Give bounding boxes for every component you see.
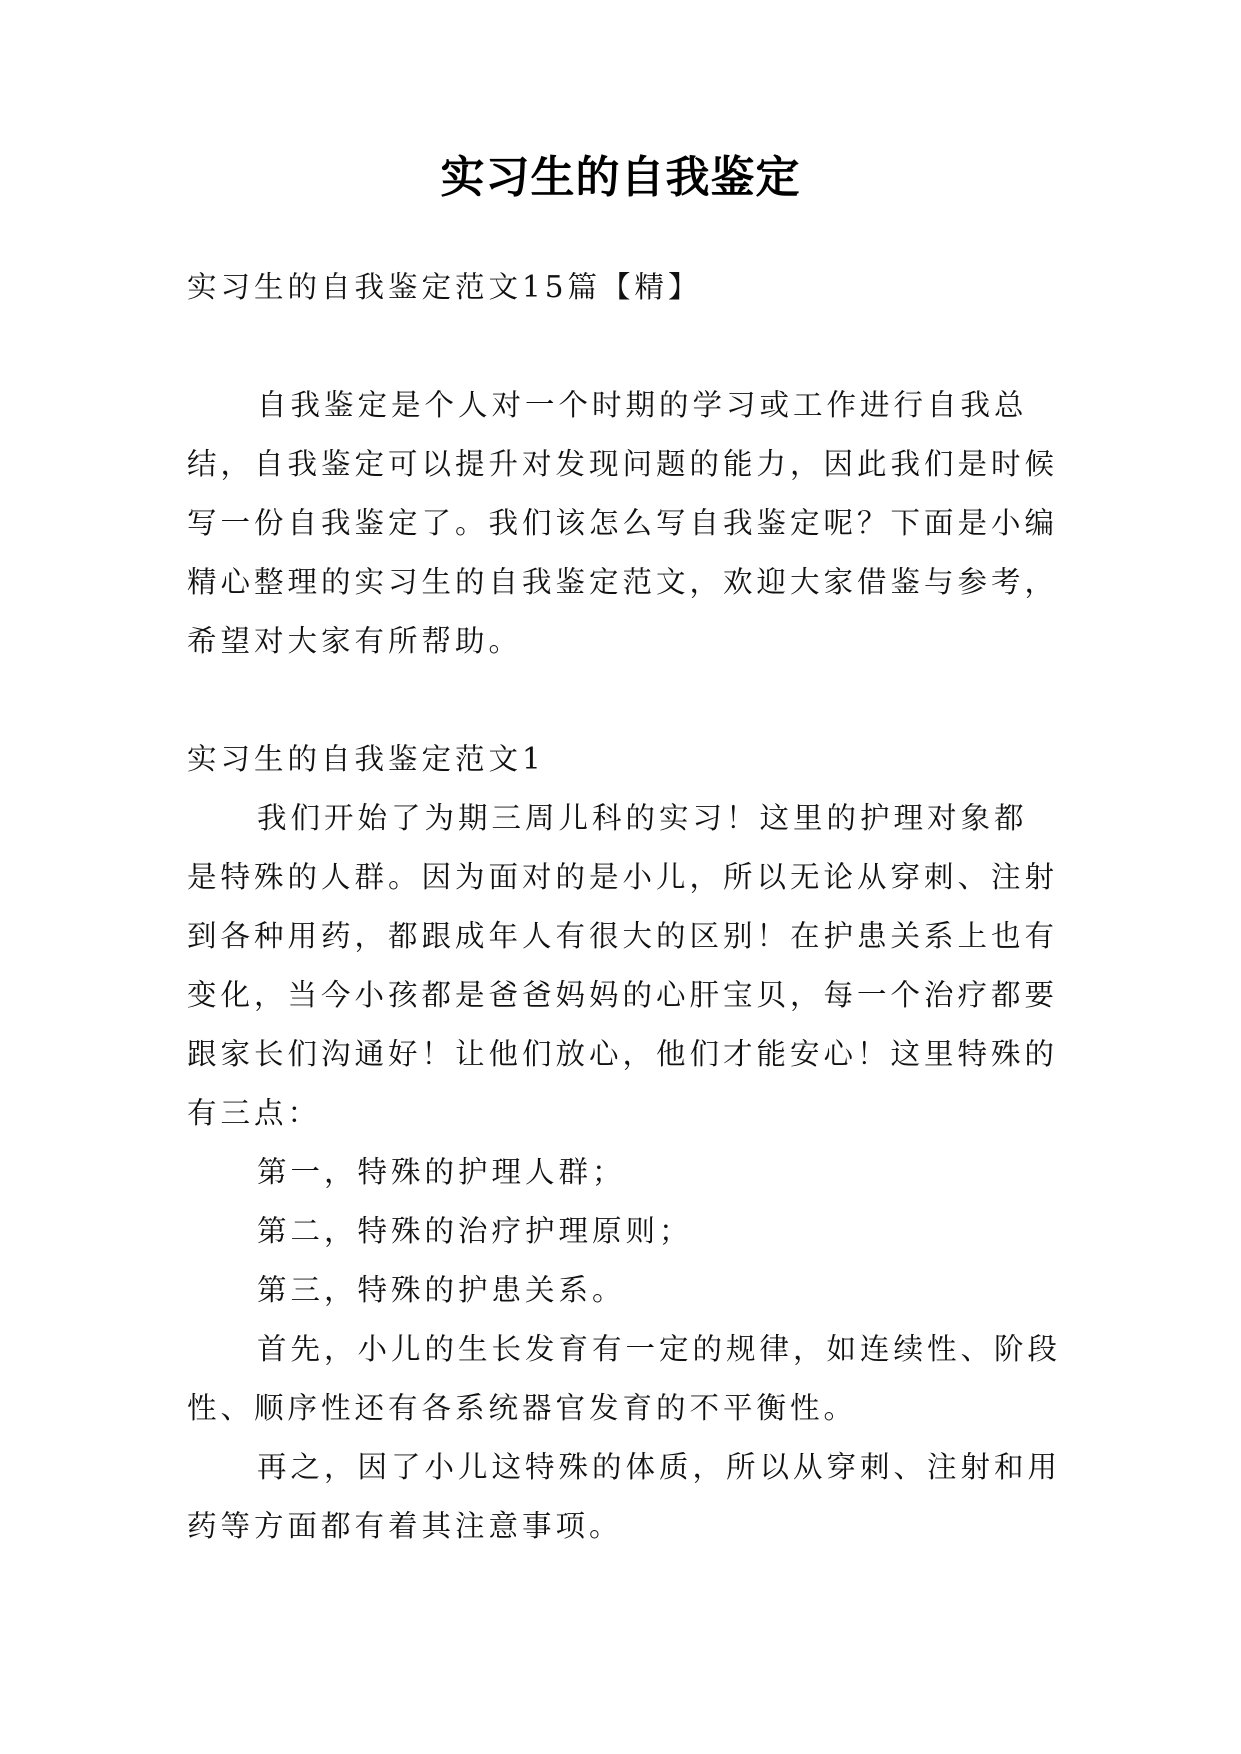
- intro-paragraph: [187, 376, 1061, 671]
- section-paragraph: [187, 789, 1061, 1143]
- paragraph-line: 自我鉴定是个人对一个时期的学习或工作进行自我总: [257, 388, 1028, 422]
- paragraph-line: 跟家长们沟通好！让他们放心，他们才能安心！这里特殊的: [187, 1037, 1059, 1071]
- paragraph-line: 是特殊的人群。因为面对的是小儿，所以无论从穿刺、注射: [187, 860, 1059, 894]
- spacer: [187, 671, 1061, 730]
- section-heading: 实习生的自我鉴定范文1: [187, 742, 545, 776]
- paragraph-line: 希望对大家有所帮助。: [187, 624, 523, 658]
- document-title: 实习生的自我鉴定: [440, 152, 801, 203]
- paragraph-line: 首先，小儿的生长发育有一定的规律，如连续性、阶段: [257, 1332, 1062, 1366]
- document-body: [187, 258, 1061, 1556]
- list-item: 第三，特殊的护患关系。: [257, 1273, 626, 1307]
- list-item: 第二，特殊的治疗护理原则；: [257, 1214, 693, 1248]
- points-list: [187, 1143, 1061, 1320]
- paragraph-line: 写一份自我鉴定了。我们该怎么写自我鉴定呢？下面是小编: [187, 506, 1059, 540]
- spacer: [187, 317, 1061, 376]
- paragraph-line: 有三点：: [187, 1096, 322, 1130]
- document-subtitle: 实习生的自我鉴定范文15篇【精】: [187, 270, 702, 304]
- paragraph-line: 药等方面都有着其注意事项。: [187, 1509, 623, 1543]
- paragraph-line: 结，自我鉴定可以提升对发现问题的能力，因此我们是时候: [187, 447, 1059, 481]
- paragraph-line: 变化，当今小孩都是爸爸妈妈的心肝宝贝，每一个治疗都要: [187, 978, 1059, 1012]
- paragraph-line: 再之，因了小儿这特殊的体质，所以从穿刺、注射和用: [257, 1450, 1062, 1484]
- paragraph-first: [187, 1320, 1061, 1438]
- list-item: 第一，特殊的护理人群；: [257, 1155, 626, 1189]
- paragraph-second: [187, 1438, 1061, 1556]
- paragraph-line: 到各种用药，都跟成年人有很大的区别！在护患关系上也有: [187, 919, 1059, 953]
- paragraph-line: 性、顺序性还有各系统器官发育的不平衡性。: [187, 1391, 858, 1425]
- paragraph-line: 精心整理的实习生的自我鉴定范文，欢迎大家借鉴与参考，: [187, 565, 1059, 599]
- paragraph-line: 我们开始了为期三周儿科的实习！这里的护理对象都: [257, 801, 1028, 835]
